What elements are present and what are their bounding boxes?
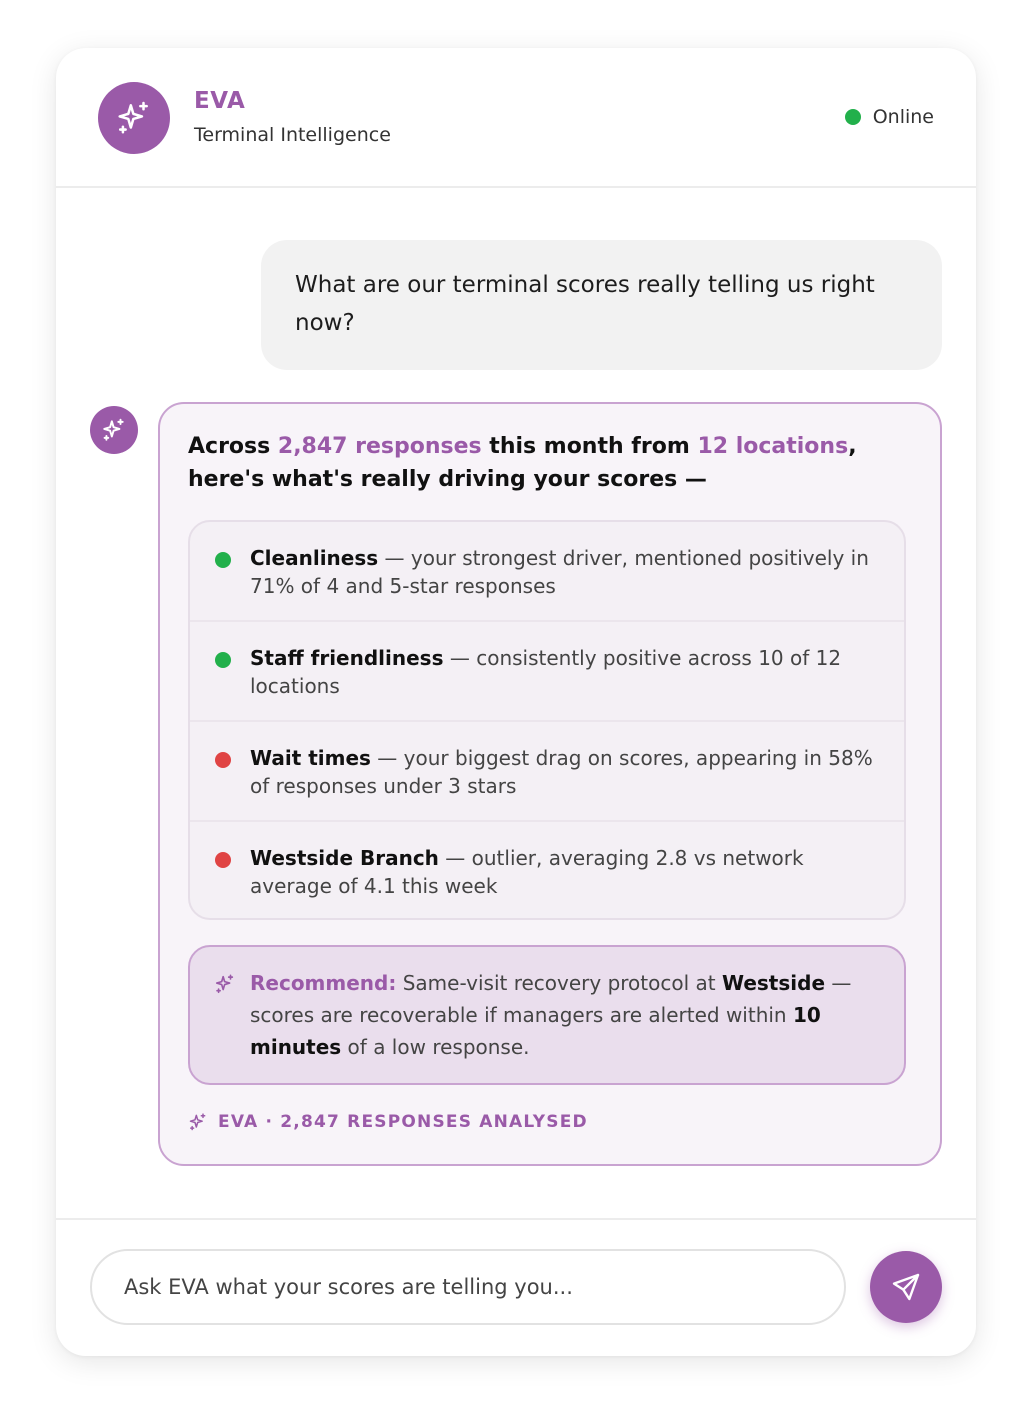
driver-text: — outlier, averaging 2.8 vs network average of 4.1 this week <box>250 846 804 898</box>
chat-header <box>56 48 976 188</box>
composer-divider <box>56 1218 976 1220</box>
message-footer <box>188 1112 588 1132</box>
sparkles-icon <box>115 99 153 137</box>
driver-name: Westside Branch <box>250 846 439 870</box>
recommendation-box: Recommend: Same-visit recovery protocol at Westside — scores are recoverable if managers are alerted within 10 minutes of a low response. <box>188 945 906 1085</box>
positive-dot <box>215 652 231 668</box>
driver-text: — your strongest driver, mentioned positively in 71% of 4 and 5-star responses <box>250 546 869 598</box>
negative-dot <box>215 852 231 868</box>
input-placeholder: Ask EVA what your scores are telling you... <box>124 1275 573 1299</box>
assistant-avatar <box>90 406 138 454</box>
driver-name: Wait times <box>250 746 371 770</box>
send-button[interactable] <box>870 1251 942 1323</box>
sparkles-icon <box>101 417 127 443</box>
driver-item <box>190 622 904 722</box>
driver-item <box>190 822 904 920</box>
sparkles-icon <box>188 1112 208 1132</box>
status-label: Online <box>872 106 934 128</box>
status-indicator <box>845 106 934 128</box>
footer-label: EVA · 2,847 RESPONSES ANALYSED <box>218 1112 588 1132</box>
recommendation-label: Recommend: <box>250 971 397 995</box>
eva-avatar <box>98 82 170 154</box>
driver-name: Cleanliness <box>250 546 379 570</box>
assistant-intro: Across 2,847 responses this month from 12 locations, here's what's really driving your scores — <box>188 434 857 492</box>
assistant-message <box>158 402 942 1166</box>
responses-count: 2,847 responses <box>277 434 482 459</box>
recommendation-time: 10 minutes <box>250 1003 821 1059</box>
send-icon <box>890 1271 922 1303</box>
locations-count: 12 locations <box>697 434 849 459</box>
online-dot <box>845 109 861 125</box>
negative-dot <box>215 752 231 768</box>
app-subtitle: Terminal Intelligence <box>194 124 391 146</box>
recommendation-location: Westside <box>721 971 826 995</box>
driver-name: Staff friendliness <box>250 646 444 670</box>
message-input[interactable] <box>90 1249 846 1325</box>
positive-dot <box>215 552 231 568</box>
driver-text: — consistently positive across 10 of 12 locations <box>250 646 842 698</box>
app-name: EVA <box>194 88 246 114</box>
sparkles-icon <box>214 973 236 995</box>
chat-window <box>56 48 976 1356</box>
driver-text: — your biggest drag on scores, appearing in 58% of responses under 3 stars <box>250 746 873 798</box>
driver-item <box>190 522 904 622</box>
user-message: What are our terminal scores really telling us right now? <box>261 240 942 370</box>
drivers-list <box>188 520 906 920</box>
driver-item <box>190 722 904 822</box>
